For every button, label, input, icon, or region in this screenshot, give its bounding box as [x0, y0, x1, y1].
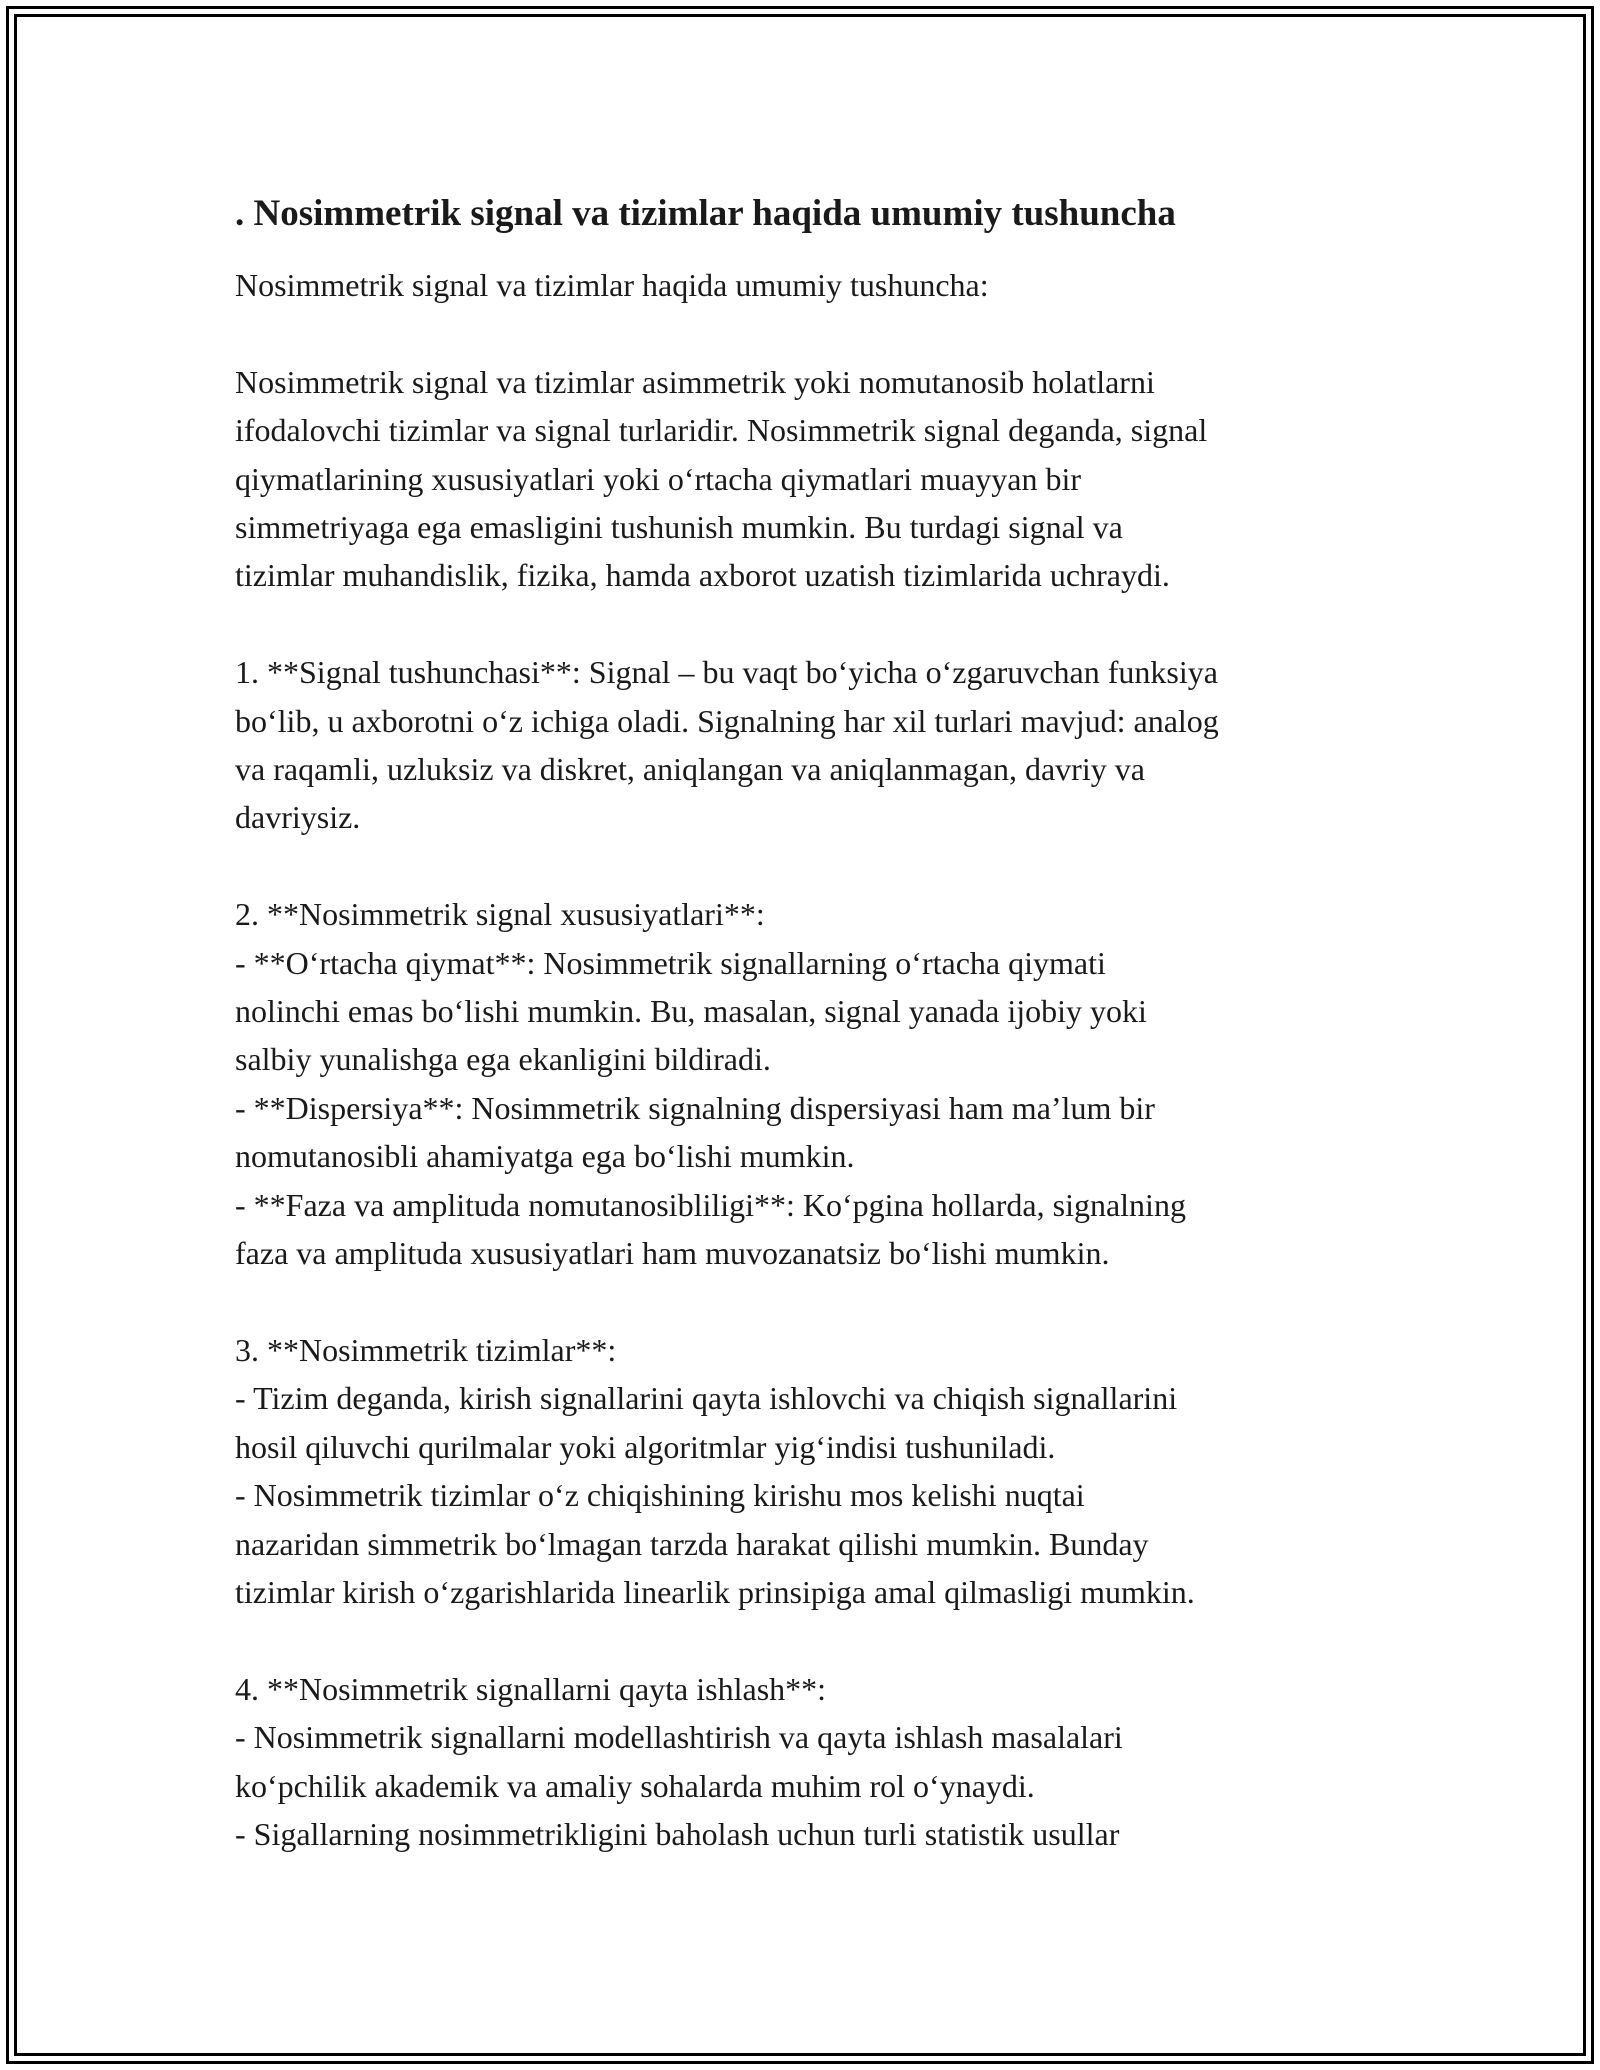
- paragraph-gap: [235, 309, 1385, 357]
- intro-paragraph: Nosimmetrik signal va tizimlar haqida umumiy tushuncha:: [235, 267, 989, 303]
- document-title: . Nosimmetrik signal va tizimlar haqida umumiy tushuncha: [235, 193, 1176, 234]
- paragraph-gap: [235, 1277, 1385, 1325]
- paragraph-gap: [235, 1616, 1385, 1664]
- section-signal-processing: 4. **Nosimmetrik signallarni qayta ishlash**: - Nosimmetrik signallarni modellashtirish va qayta ishlash masalalari koʻpchilik akademik va amaliy sohalarda muhim rol oʻynaydi. - Sigallarning nosimmetrikligini baholash uchun turli statistik usullar: [235, 1670, 1123, 1852]
- overview-paragraph: Nosimmetrik signal va tizimlar asimmetrik yoki nomutanosib holatlarni ifodalovchi tizimlar va signal turlaridir. Nosimmetrik signal deganda, signal qiymatlarining xususiyatlari yoki oʻrtacha qiymatlari muayyan bir simmetriyaga ega emasligini tushunish mumkin. Bu turdagi signal va tizimlar muhandislik, fizika, hamda axborot uzatish tizimlarida uchraydi.: [235, 363, 1208, 594]
- paragraph-gap: [235, 842, 1385, 890]
- section-asymmetric-systems: 3. **Nosimmetrik tizimlar**: - Tizim deganda, kirish signallarini qayta ishlovchi va chiqish signallarini hosil qiluvchi qurilmalar yoki algoritmlar yigʻindisi tushuniladi. - Nosimmetrik tizimlar oʻz chiqishining kirishu mos kelishi nuqtai nazaridan simmetrik boʻlmagan tarzda harakat qilishi mumkin. Bunday tizimlar kirish oʻzgarishlarida linearlik prinsipiga amal qilmasligi mumkin.: [235, 1331, 1195, 1610]
- section-signal-properties: 2. **Nosimmetrik signal xususiyatlari**: - **Oʻrtacha qiymat**: Nosimmetrik signallarning oʻrtacha qiymati nolinchi emas boʻlishi mumkin. Bu, masalan, signal yanada ijobiy yoki salbiy yunalishga ega ekanligini bildiradi. - **Dispersiya**: Nosimmetrik signalning dispersiyasi ham ma’lum bir nomutanosibli ahamiyatga ega boʻlishi mumkin. - **Faza va amplituda nomutanosibliligi**: Koʻpgina hollarda, signalning faza va amplituda xususiyatlari ham muvozanatsiz boʻlishi mumkin.: [235, 896, 1186, 1272]
- document-body: [235, 190, 1385, 1858]
- section-signal-concept: 1. **Signal tushunchasi**: Signal – bu vaqt boʻyicha oʻzgaruvchan funksiya boʻlib, u axborotni oʻz ichiga oladi. Signalning har xil turlari mavjud: analog va raqamli, uzluksiz va diskret, aniqlangan va aniqlanmagan, davriy va davriysiz.: [235, 654, 1219, 836]
- paragraph-gap: [235, 600, 1385, 648]
